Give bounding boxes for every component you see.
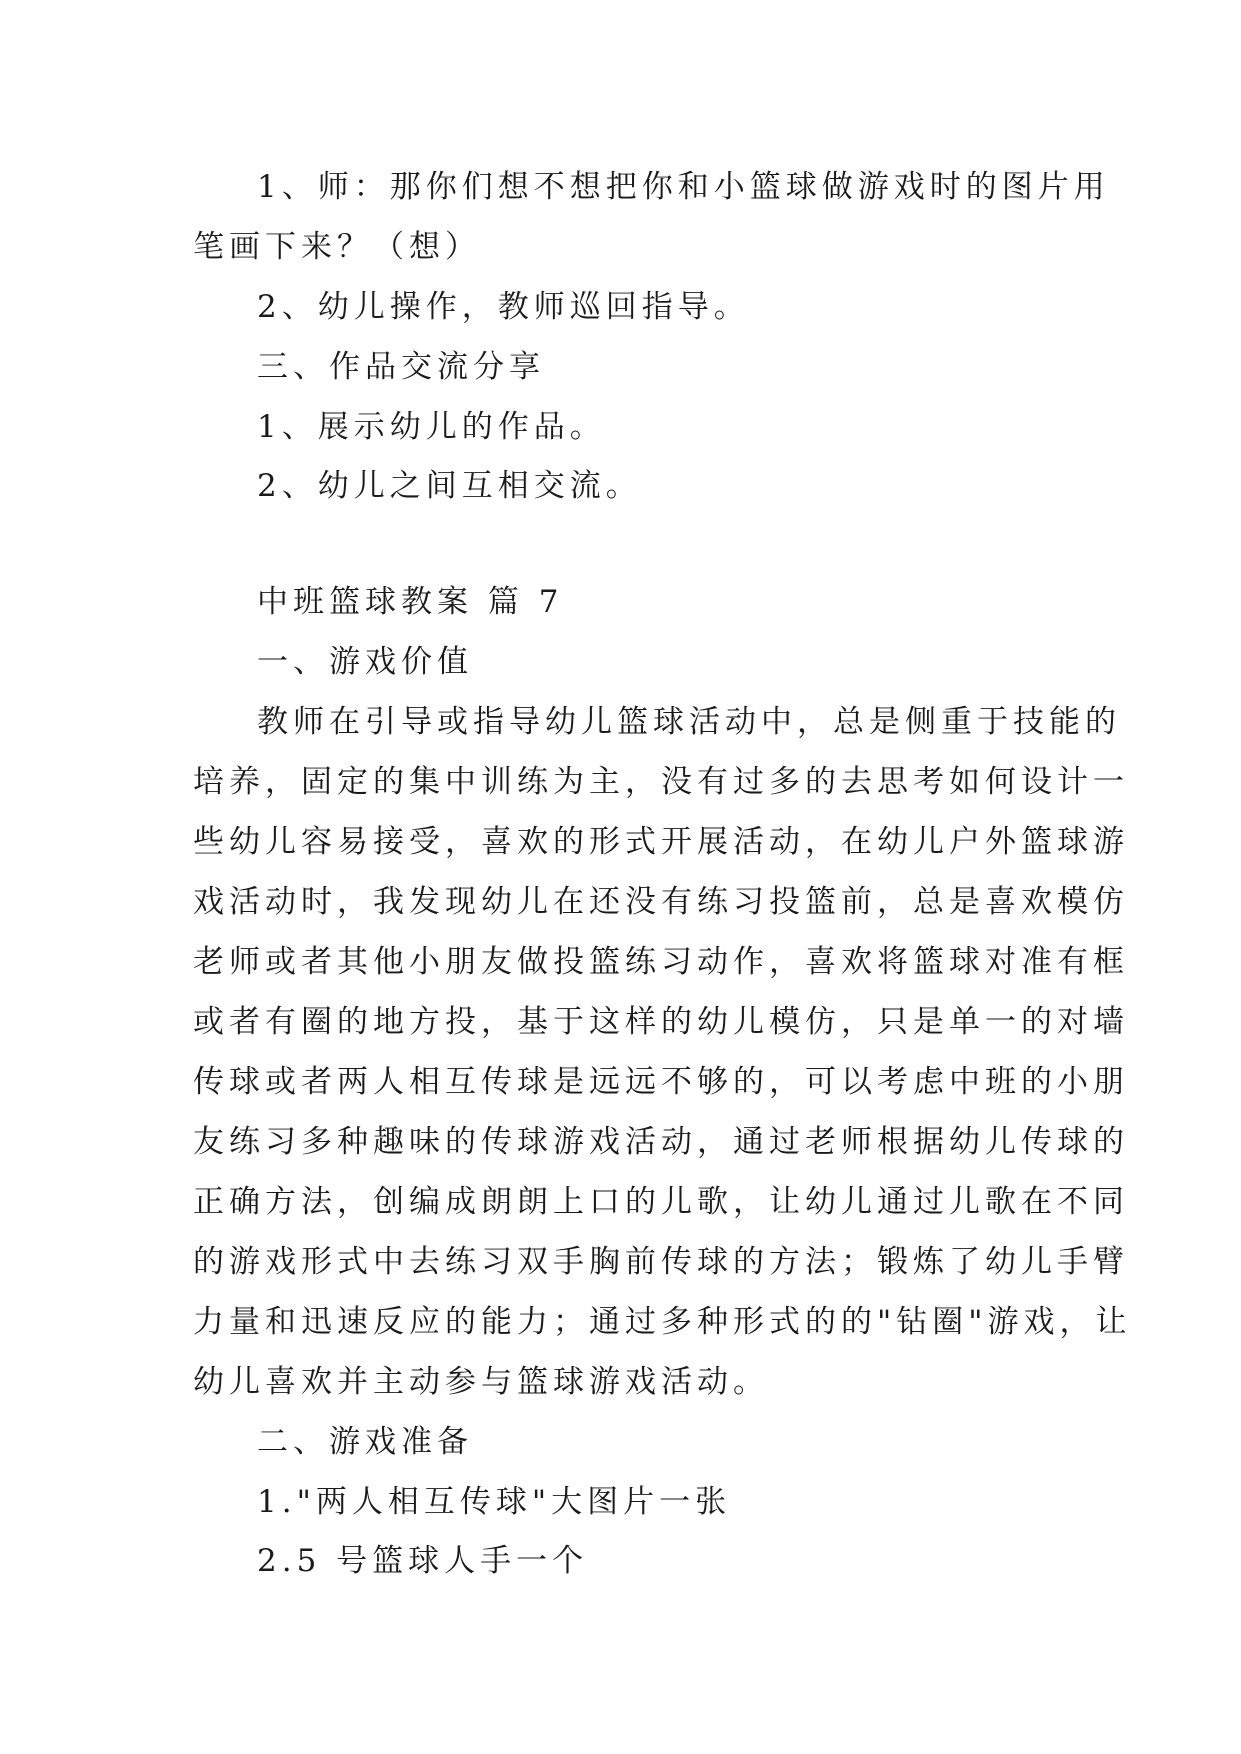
paragraph-line: 笔画下来？（想）: [193, 229, 481, 265]
document-title: 中班篮球教案 篇 7: [257, 584, 564, 620]
paragraph-line: 传球或者两人相互传球是远远不够的，可以考虑中班的小朋: [193, 1064, 1129, 1100]
list-item: 1、展示幼儿的作品。: [257, 409, 606, 445]
paragraph-line: 的游戏形式中去练习双手胸前传球的方法；锻炼了幼儿手臂: [193, 1244, 1129, 1280]
list-item: 2、幼儿之间互相交流。: [257, 468, 642, 504]
paragraph-line: 力量和迅速反应的能力；通过多种形式的的"钻圈"游戏，让: [193, 1304, 1132, 1340]
paragraph-line: 老师或者其他小朋友做投篮练习动作，喜欢将篮球对准有框: [193, 944, 1129, 980]
list-item: 2.5 号篮球人手一个: [257, 1543, 589, 1579]
paragraph-line: 教师在引导或指导幼儿篮球活动中，总是侧重于技能的: [257, 704, 1121, 740]
section-heading: 一、游戏价值: [257, 644, 473, 680]
paragraph-line: 幼儿喜欢并主动参与篮球游戏活动。: [193, 1364, 769, 1400]
paragraph-line: 或者有圈的地方投，基于这样的幼儿模仿，只是单一的对墙: [193, 1004, 1129, 1040]
paragraph-line: 正确方法，创编成朗朗上口的儿歌，让幼儿通过儿歌在不同: [193, 1184, 1129, 1220]
paragraph-line: 友练习多种趣味的传球游戏活动，通过老师根据幼儿传球的: [193, 1124, 1129, 1160]
section-heading: 二、游戏准备: [257, 1424, 473, 1460]
section-heading: 三、作品交流分享: [257, 349, 545, 385]
paragraph-line: 1、师：那你们想不想把你和小篮球做游戏时的图片用: [257, 169, 1110, 205]
paragraph: 2、幼儿操作，教师巡回指导。: [257, 289, 750, 325]
paragraph-line: 培养，固定的集中训练为主，没有过多的去思考如何设计一: [193, 764, 1129, 800]
paragraph-line: 戏活动时，我发现幼儿在还没有练习投篮前，总是喜欢模仿: [193, 884, 1129, 920]
paragraph-line: 些幼儿容易接受，喜欢的形式开展活动，在幼儿户外篮球游: [193, 824, 1129, 860]
list-item: 1."两人相互传球"大图片一张: [257, 1484, 732, 1520]
